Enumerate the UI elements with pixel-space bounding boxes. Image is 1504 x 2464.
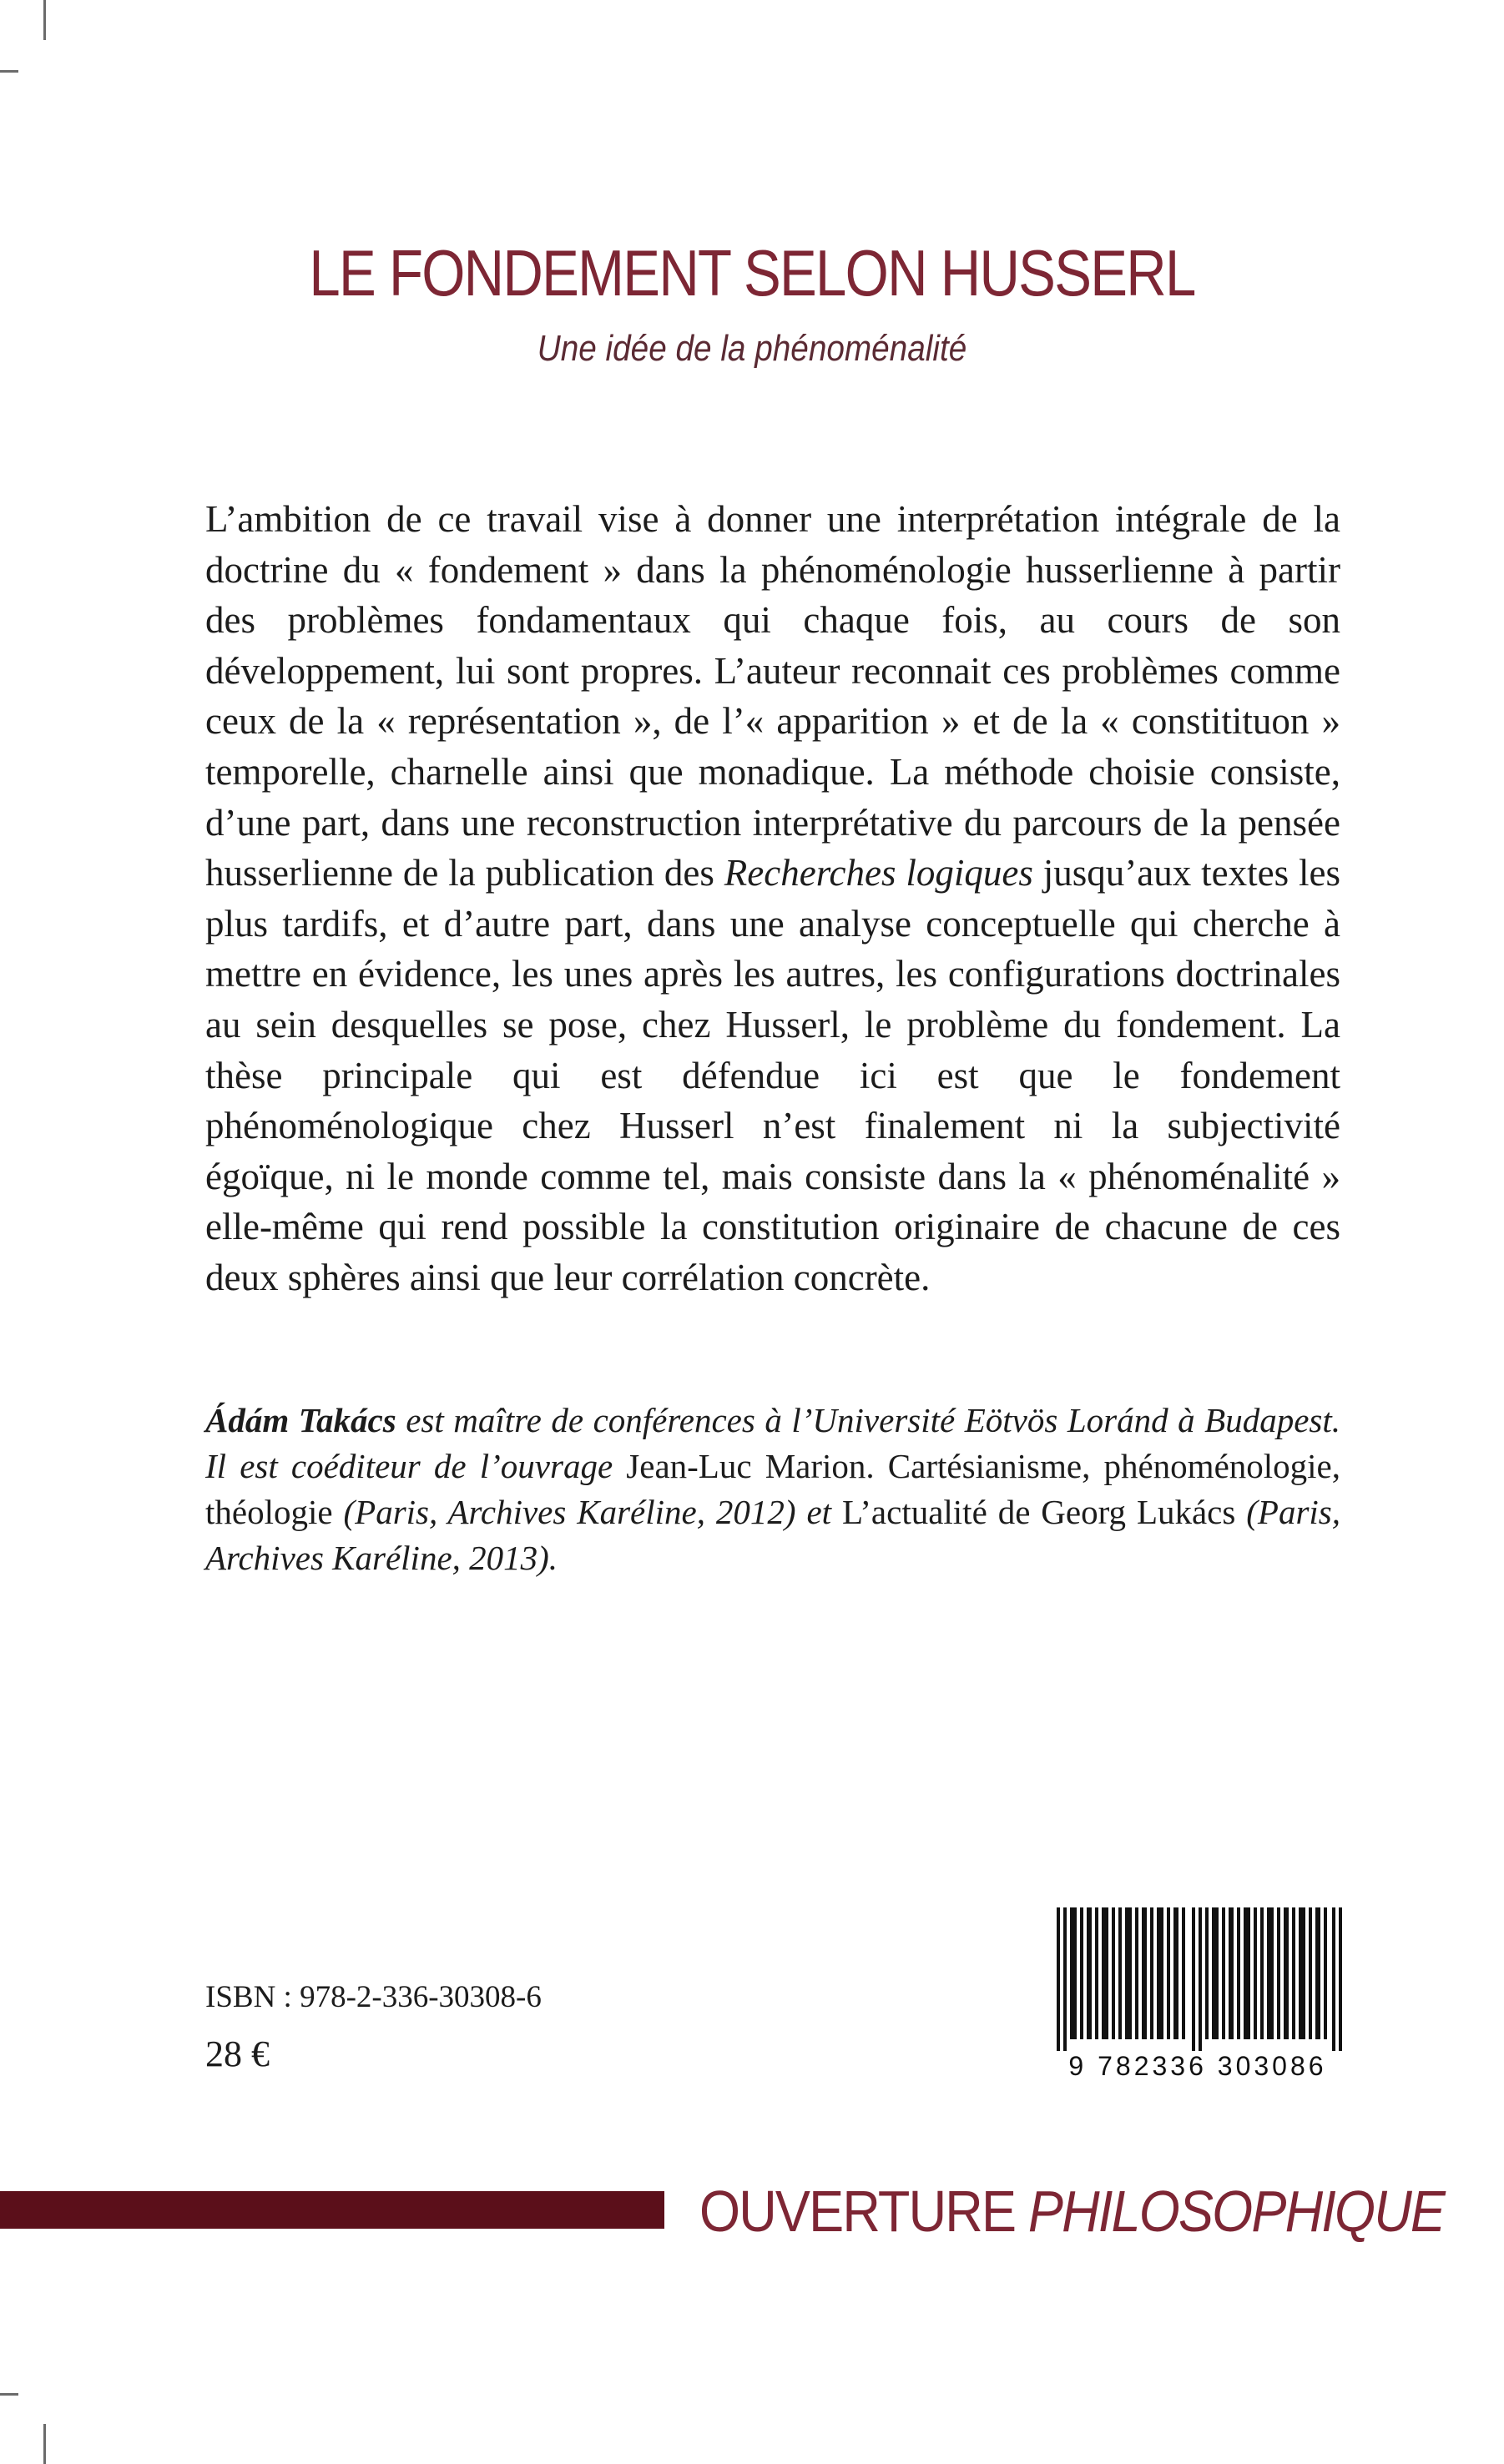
- bio-pub-1: (Paris, Archives Karéline, 2012) et: [332, 1493, 842, 1531]
- collection-part-1: OUVERTURE: [699, 2179, 1028, 2244]
- crop-mark-top-left: [43, 0, 46, 40]
- author-bio: [205, 1398, 1340, 1581]
- summary-text-1: L’ambition de ce travail vise à donner une interprétation intégrale de la doctrine du « fondement » dans la phénoménologie husserlienne à partir des problèmes fondamentaux qui chaque fois, au cours de son développement, lui sont propres. L’auteur reconnait ces problèmes comme ceux de la « représentation », de l’« apparition » et de la « constitituon » temporelle, charnelle ainsi que monadique. La méthode choisie consiste, d’une part, dans une reconstruction interprétative du parcours de la pensée husserlienne de la publication des: [205, 498, 1340, 894]
- book-title: LE FONDEMENT SELON HUSSERL: [309, 236, 1195, 310]
- collection-name: [699, 2178, 1444, 2245]
- bio-pub-2: (Paris, Archives Karéline, 2013).: [205, 1493, 1341, 1577]
- isbn: ISBN : 978-2-336-30308-6: [205, 1980, 542, 2014]
- summary-work-title: Recherches logiques: [724, 852, 1033, 894]
- crop-mark-bottom-left: [43, 2424, 46, 2464]
- author-name: Ádám Takács: [205, 1401, 396, 1439]
- book-subtitle: Une idée de la phénoménalité: [537, 328, 967, 369]
- crop-mark-bottom-left-h: [0, 2393, 18, 2396]
- summary-text-2: jusqu’aux textes les plus tardifs, et d’autre part, dans une analyse conceptuelle qui cherche à mettre en évidence, les unes après les autres, les configurations doctrinales au sein desquelles se pose, chez Husserl, le problème du fondement. La thèse principale qui est défendue ici est que le fondement phénoménologique chez Husserl n’est finalement ni la subjectivité égoïque, ni le monde comme tel, mais consiste dans la « phénoménalité » elle-même qui rend possible la constitution originaire de chacune de ces deux sphères ainsi que leur corrélation concrète.: [205, 852, 1340, 1298]
- bio-book-1: Jean-Luc Marion. Cartésianisme, phénoménologie, théologie: [205, 1447, 1340, 1531]
- collection-part-2: PHILOSOPHIQUE: [1027, 2179, 1445, 2244]
- bio-text-1: est maître de conférences à l’Université Eötvös Loránd à Budapest. Il est coéditeur de l’ouvrage: [205, 1401, 1340, 1485]
- price: 28 €: [205, 2033, 270, 2074]
- crop-mark-top-left-h: [0, 70, 18, 73]
- collection-band: [0, 2191, 664, 2229]
- barcode-icon: [1057, 1907, 1344, 2051]
- summary-paragraph: [205, 494, 1340, 1303]
- barcode-digits: 9 782336 303086: [1068, 2051, 1327, 2081]
- bio-book-2: L’actualité de Georg Lukács: [841, 1493, 1236, 1531]
